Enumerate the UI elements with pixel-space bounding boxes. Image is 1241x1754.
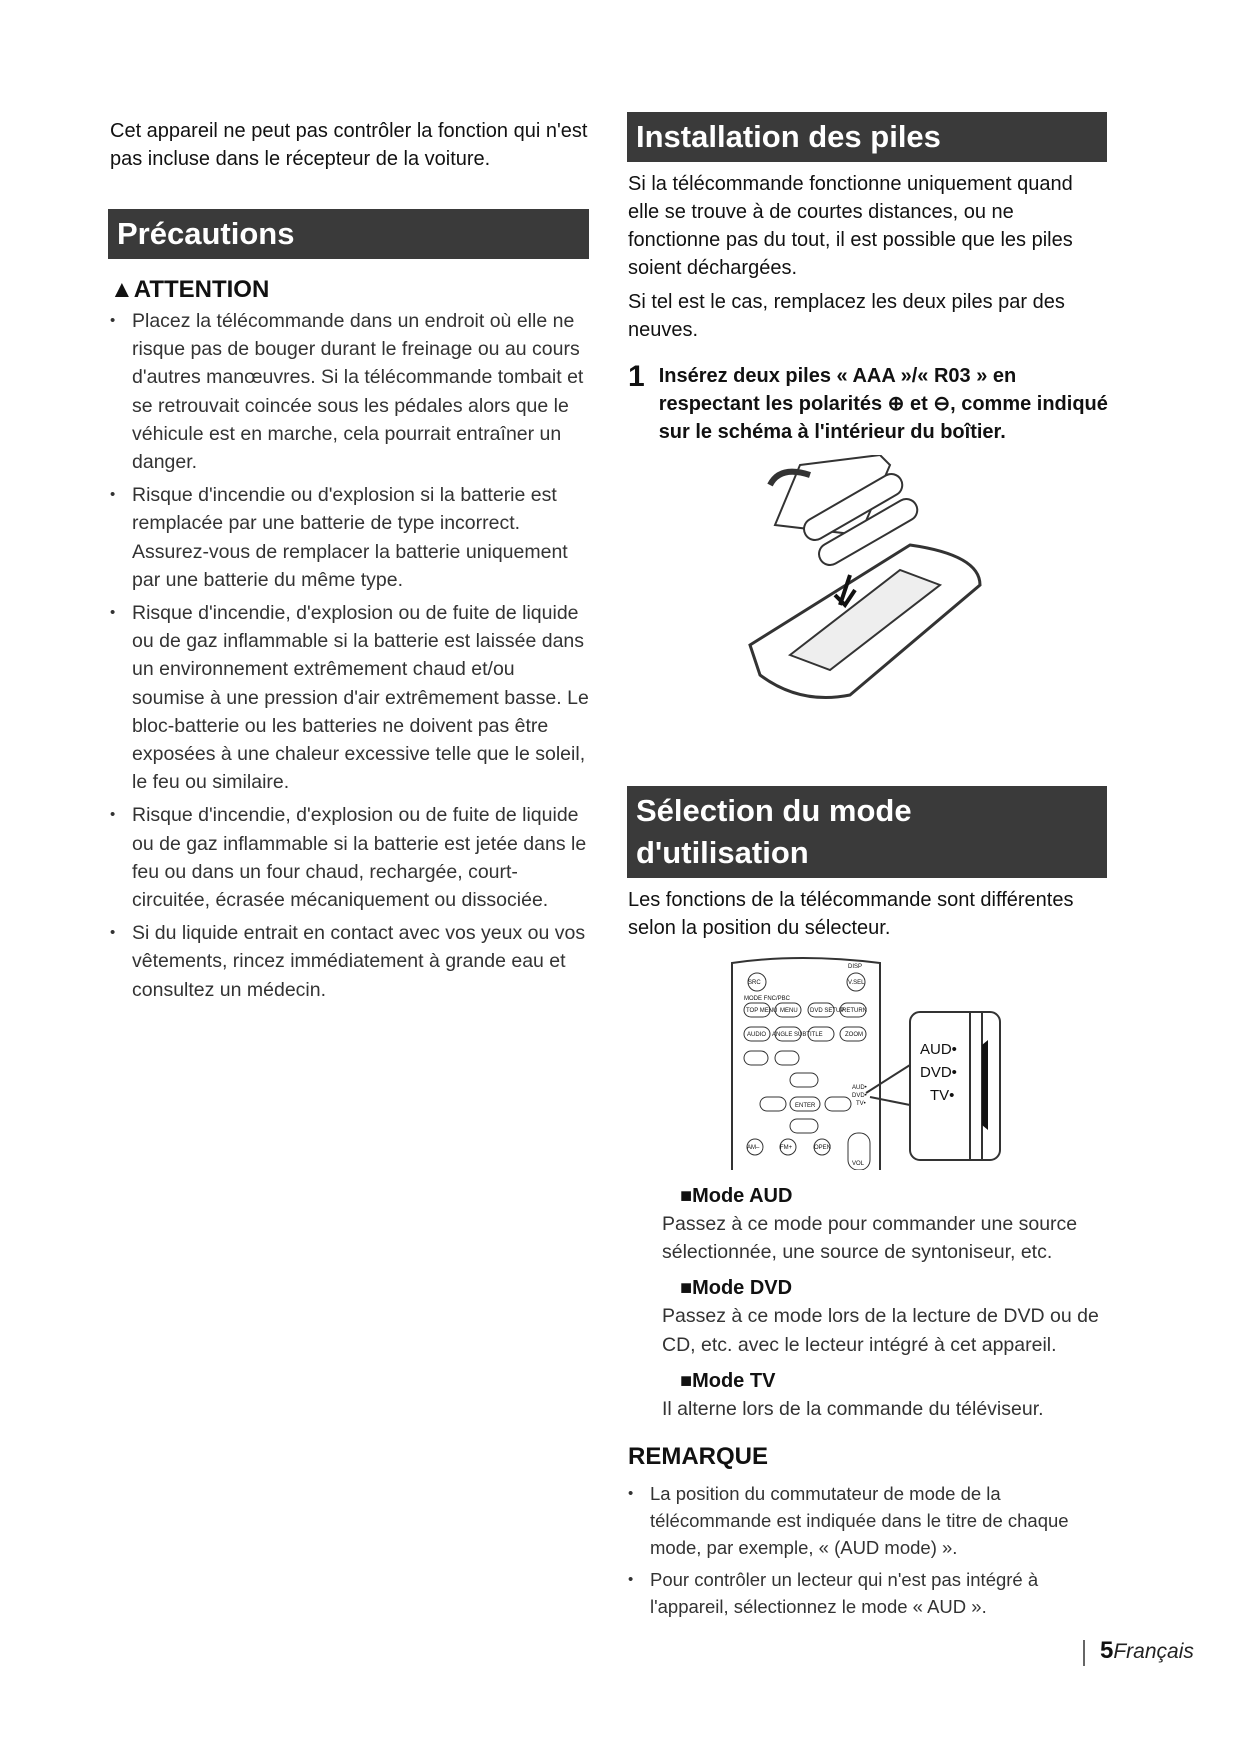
step-text: Insérez deux piles « AAA »/« R03 » en respectant les polarités ⊕ et ⊖, comme indiqué sur le schéma à l'intérieur du boîtier. xyxy=(658,365,1108,443)
remarque-heading: REMARQUE xyxy=(628,1443,769,1470)
install-paragraph-1: Si la télécommande fonctionne uniquement quand elle se trouve à de courtes distances, ou ne fonctionne pas du tout, il est possible que les piles soient déchargées. xyxy=(628,173,1073,279)
svg-text:V.SEL: V.SEL xyxy=(848,980,865,986)
install-paragraph-2: Si tel est le cas, remplacez les deux piles par des neuves. xyxy=(628,291,1065,341)
precautions-list xyxy=(110,307,592,1009)
svg-text:TOP MENU: TOP MENU xyxy=(746,1008,778,1014)
list-item: • Risque d'incendie, d'explosion ou de fuite de liquide ou de gaz inflammable si la batterie est jetée dans le feu ou dans un four chaud, rechargée, court-circuitée, écrasée mécaniquement ou dissociée. xyxy=(110,801,592,914)
list-item: • Pour contrôler un lecteur qui n'est pas intégré à l'appareil, sélectionnez le mode « AUD ». xyxy=(628,1566,1098,1620)
switch-label-aud: AUD• xyxy=(920,1041,957,1058)
svg-text:ZOOM: ZOOM xyxy=(845,1032,863,1038)
install-heading: Installation des piles xyxy=(627,112,1107,162)
list-item: • Risque d'incendie ou d'explosion si la batterie est remplacée par une batterie de type incorrect. Assurez-vous de remplacer la batterie uniquement par une batterie du même type. xyxy=(110,481,592,594)
svg-text:ANGLE SUBTITLE: ANGLE SUBTITLE xyxy=(772,1032,823,1038)
footer-divider xyxy=(1083,1640,1085,1666)
svg-text:FM+: FM+ xyxy=(780,1145,793,1151)
switch-label-dvd: DVD• xyxy=(920,1064,957,1081)
heading-line-2: d'utilisation xyxy=(636,835,809,870)
svg-text:AUDIO: AUDIO xyxy=(747,1032,767,1038)
mode-aud-title: ■Mode AUD xyxy=(680,1185,793,1207)
mode-dvd-title: ■Mode DVD xyxy=(680,1277,793,1300)
modes-section xyxy=(628,1182,1118,1423)
svg-text:RETURN: RETURN xyxy=(842,1008,867,1014)
remote-mode-switch-diagram xyxy=(730,955,1010,1170)
svg-text:AM–: AM– xyxy=(747,1145,760,1151)
attention-heading xyxy=(110,276,269,304)
svg-text:DVD SETUP: DVD SETUP xyxy=(810,1008,845,1014)
page-footer xyxy=(1100,1637,1194,1665)
svg-text:MODE FNC/PBC: MODE FNC/PBC xyxy=(744,996,791,1002)
intro-text: Cet appareil ne peut pas contrôler la fonction qui n'est pas incluse dans le récepteur de la voiture. xyxy=(110,120,588,170)
svg-text:AUD•: AUD• xyxy=(852,1085,867,1091)
switch-label-tv: TV• xyxy=(930,1087,955,1104)
svg-text:DISP: DISP xyxy=(848,964,863,970)
language-label: Français xyxy=(1113,1640,1194,1663)
svg-text:OPEN: OPEN xyxy=(814,1145,832,1151)
svg-text:SRC: SRC xyxy=(748,980,761,986)
svg-text:VOL: VOL xyxy=(852,1161,865,1167)
mode-tv-desc: Il alterne lors de la commande du téléviseur. xyxy=(662,1397,1044,1420)
svg-text:DVD•: DVD• xyxy=(852,1093,867,1099)
mode-dvd-desc: Passez à ce mode lors de la lecture de DVD ou de CD, etc. avec le lecteur intégré à cet appareil. xyxy=(662,1305,1099,1356)
precautions-heading: Précautions xyxy=(108,209,589,259)
svg-text:MENU: MENU xyxy=(780,1008,798,1014)
step-number: 1 xyxy=(628,360,645,393)
warning-icon: ▲ xyxy=(110,276,134,303)
battery-installation-illustration xyxy=(740,455,990,755)
svg-text:ENTER: ENTER xyxy=(795,1103,816,1109)
mode-intro: Les fonctions de la télécommande sont différentes selon la position du sélecteur. xyxy=(628,889,1074,939)
attention-label: ATTENTION xyxy=(133,276,270,303)
step-1 xyxy=(628,362,1118,446)
heading-line-1: Sélection du mode xyxy=(636,793,912,828)
svg-text:TV•: TV• xyxy=(856,1101,866,1107)
page-number: 5 xyxy=(1100,1637,1114,1664)
list-item: • Placez la télécommande dans un endroit où elle ne risque pas de bouger durant le freinage ou au cours d'autres manœuvres. Si la télécommande tombait et se retrouvait coincée sous les pédales alors que le véhicule est en marche, cela pourrait entraîner un danger. xyxy=(110,307,592,476)
mode-selection-heading xyxy=(627,786,1107,878)
mode-tv-title: ■Mode TV xyxy=(680,1369,776,1392)
list-item: • Risque d'incendie, d'explosion ou de fuite de liquide ou de gaz inflammable si la batterie est laissée dans un environnement extrêmement chaud et/ou soumise à une pression d'air extrêmement basse. Le bloc-batterie ou les batteries ne doivent pas être exposées à une chaleur excessive telle que le soleil, le feu ou similaire. xyxy=(110,599,592,796)
list-item: • Si du liquide entrait en contact avec vos yeux ou vos vêtements, rincez immédiatement à grande eau et consultez un médecin. xyxy=(110,919,592,1004)
remarque-list xyxy=(628,1480,1098,1625)
mode-aud-desc: Passez à ce mode pour commander une source sélectionnée, une source de syntoniseur, etc. xyxy=(662,1213,1078,1264)
list-item: • La position du commutateur de mode de la télécommande est indiquée dans le titre de chaque mode, par exemple, « (AUD mode) ». xyxy=(628,1480,1098,1561)
